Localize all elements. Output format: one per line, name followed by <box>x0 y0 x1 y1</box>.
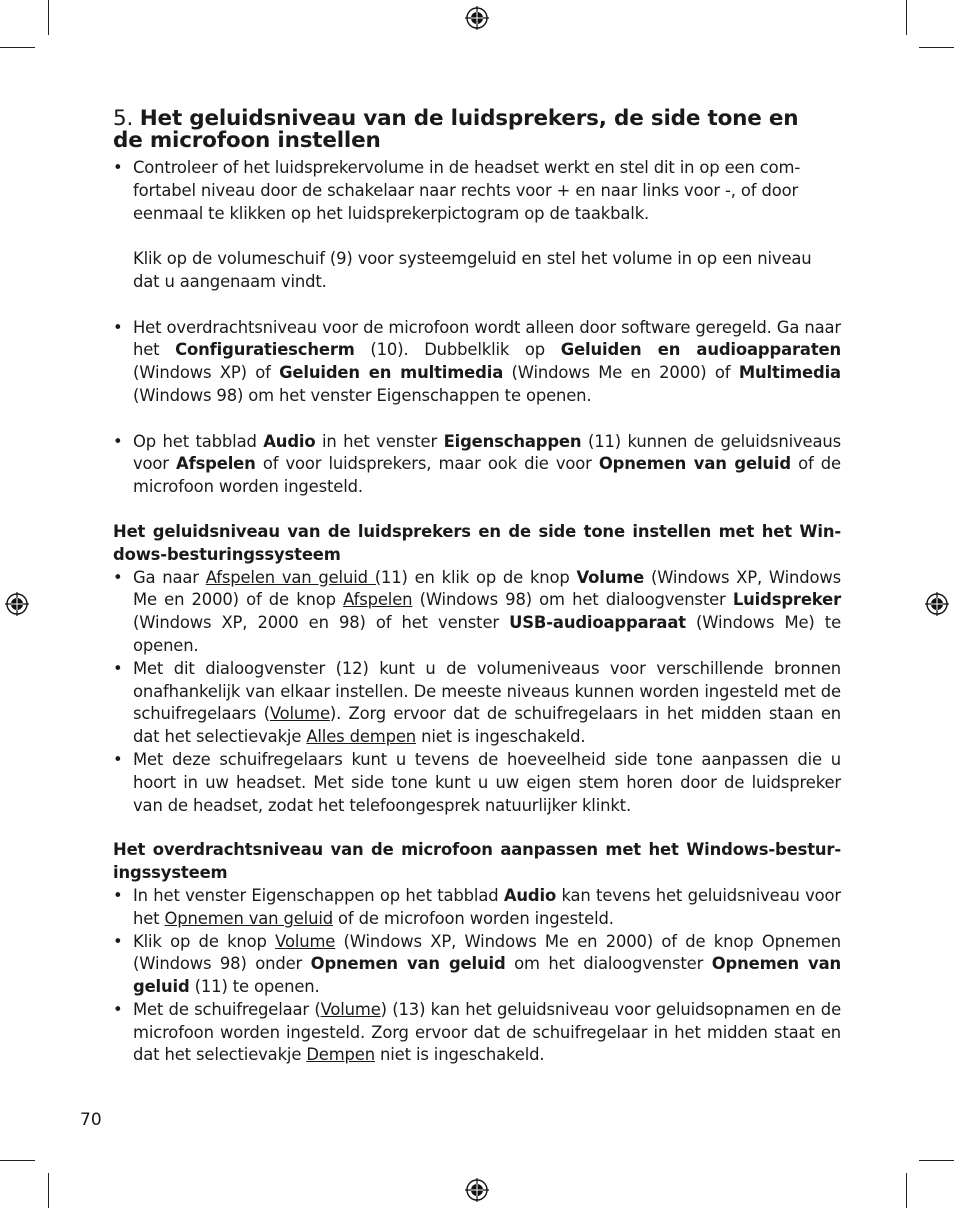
section-title-line2: de microfoon instellen <box>113 128 381 153</box>
section-title <box>113 108 841 157</box>
crop-mark <box>906 0 907 35</box>
registration-mark-icon <box>465 6 489 30</box>
list-item: • Op het tabblad Audio in het venster Eigenschappen (11) kunnen de geluidsniveaus voor Afspelen of voor luidsprekers, maar ook die voor Opnemen van geluid of de microfoon worden ingesteld. <box>113 431 841 497</box>
crop-mark <box>48 0 49 35</box>
subsection-heading: Het geluidsniveau van de luidsprekers en de side tone instellen met het Win-dows-besturingssysteem <box>113 521 841 564</box>
bullet-icon: • <box>113 658 123 678</box>
bullet-icon: • <box>113 931 123 951</box>
list-item: • Het overdrachtsniveau voor de microfoon wordt alleen door software geregeld. Ga naar het Configuratiescherm (10). Dubbelklik op Geluiden en audioapparaten (Windows XP) of Geluiden en multimedia (Windows Me en 2000) of Multimedia (Windows 98) om het venster Eigenschappen te openen. <box>113 317 842 405</box>
bullet-icon: • <box>113 158 123 177</box>
bullet-icon: • <box>113 567 123 587</box>
registration-mark-icon <box>5 592 29 616</box>
list-item: • Met de schuifregelaar (Volume) (13) kan het geluidsniveau voor geluidsopnamen en de microfoon worden ingesteld. Zorg ervoor dat de schuifregelaar in het midden staat en dat het selectievakje Dempen niet is ingeschakeld. <box>113 999 841 1065</box>
crop-mark <box>919 47 954 48</box>
list-item: • Met dit dialoogvenster (12) kunt u de volumeniveaus voor verschillende bronnen onafhankelijk van elkaar instellen. De meeste niveaus kunnen worden ingesteld met de schuifregelaars (Volume). Zorg ervoor dat de schuifregelaars in het midden staan en dat het selectievakje Alles dempen niet is ingeschakeld. <box>113 658 842 747</box>
section-title-line1: Het geluidsniveau van de luidsprekers, de side tone en <box>139 106 799 131</box>
list-item: • Ga naar Afspelen van geluid (11) en klik op de knop Volume (Windows XP, Windows Me en 2000) of de knop Afspelen (Windows 98) om het dialoogvenster Luidspreker (Windows XP, 2000 en 98) of het venster USB-audioapparaat (Windows Me) te openen. <box>113 567 842 655</box>
list-item: • Controleer of het luidsprekervolume in de headset werkt en stel dit in op een com- fortabel niveau door de schakelaar naar rechts voor + en naar links voor -, of door eenmaal te klikken op het luidsprekerpictogram op de taakbalk. Klik op de volumeschuif (9) voor systeemgeluid en stel het volume in op een niveau dat u aangenaam vindt. <box>113 158 812 291</box>
registration-mark-icon <box>925 592 949 616</box>
registration-mark-icon <box>465 1178 489 1202</box>
list-item: • In het venster Eigenschappen op het tabblad Audio kan tevens het geluidsniveau voor het Opnemen van geluid of de microfoon worden ingesteld. <box>113 885 841 928</box>
bullet-icon: • <box>113 431 123 451</box>
subsection-heading: Het overdrachtsniveau van de microfoon aanpassen met het Windows-bestur-ingssysteem <box>113 840 841 883</box>
bullet-icon: • <box>113 999 123 1019</box>
page-number: 70 <box>80 1110 102 1130</box>
crop-mark <box>906 1173 907 1208</box>
crop-mark <box>0 47 35 48</box>
bullet-icon: • <box>113 749 123 769</box>
list-item: • Klik op de knop Volume (Windows XP, Windows Me en 2000) of de knop Opnemen (Windows 98) onder Opnemen van geluid om het dialoogvenster Opnemen van geluid (11) te openen. <box>113 931 841 997</box>
crop-mark <box>919 1160 954 1161</box>
crop-mark <box>0 1160 35 1161</box>
section-number: 5. <box>113 106 134 131</box>
page-content <box>113 108 841 1067</box>
crop-mark <box>48 1173 49 1208</box>
bullet-icon: • <box>113 885 123 905</box>
bullet-icon: • <box>113 317 123 337</box>
list-item: • Met deze schuifregelaars kunt u tevens de hoeveelheid side tone aanpassen die u hoort in uw headset. Met side tone kunt u uw eigen stem horen door de luidspreker van de headset, zodat het telefoongesprek natuurlijker klinkt. <box>113 749 841 815</box>
